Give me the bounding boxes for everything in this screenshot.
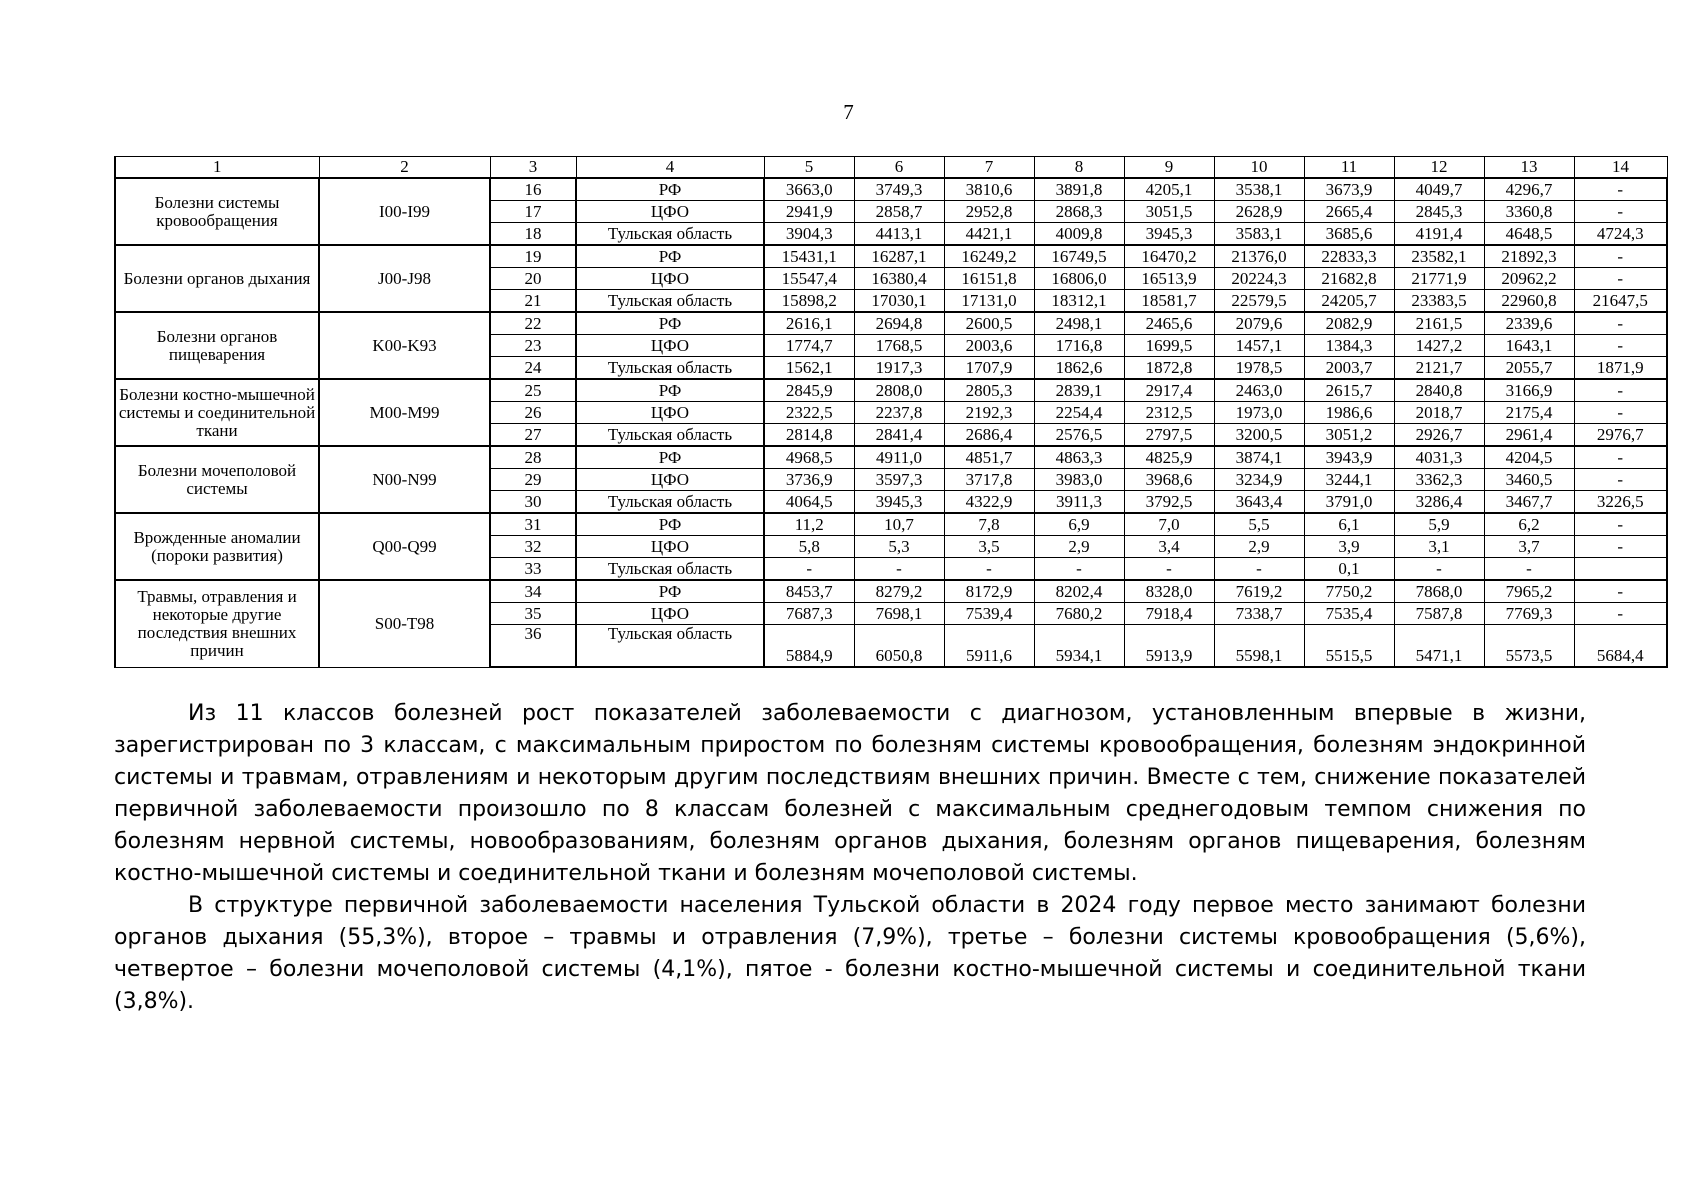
value-cell: 2003,7 — [1304, 357, 1394, 380]
region-label: ЦФО — [576, 335, 764, 357]
region-label: Тульская область — [576, 223, 764, 246]
value-cell: 3643,4 — [1214, 491, 1304, 514]
value-cell: 2917,4 — [1124, 379, 1214, 402]
value-cell: 5573,5 — [1484, 625, 1574, 668]
value-cell: 3736,9 — [764, 469, 854, 491]
column-header: 10 — [1214, 157, 1304, 179]
region-label: РФ — [576, 178, 764, 201]
value-cell: 2055,7 — [1484, 357, 1574, 380]
value-cell: 24205,7 — [1304, 290, 1394, 313]
value-cell: 2686,4 — [944, 424, 1034, 447]
value-cell: 7769,3 — [1484, 603, 1574, 625]
value-cell: 1973,0 — [1214, 402, 1304, 424]
value-cell: - — [1574, 603, 1667, 625]
value-cell: - — [1574, 268, 1667, 290]
value-cell: 2237,8 — [854, 402, 944, 424]
value-cell: - — [1574, 469, 1667, 491]
value-cell: 2339,6 — [1484, 312, 1574, 335]
column-header: 1 — [115, 157, 319, 179]
value-cell: 3360,8 — [1484, 201, 1574, 223]
column-header: 8 — [1034, 157, 1124, 179]
value-cell: 22960,8 — [1484, 290, 1574, 313]
value-cell: 2840,8 — [1394, 379, 1484, 402]
value-cell: 2665,4 — [1304, 201, 1394, 223]
value-cell: 3673,9 — [1304, 178, 1394, 201]
value-cell: 3663,0 — [764, 178, 854, 201]
value-cell: 0,1 — [1304, 558, 1394, 581]
value-cell: 3467,7 — [1484, 491, 1574, 514]
value-cell: 5,9 — [1394, 513, 1484, 536]
value-cell: 4204,5 — [1484, 446, 1574, 469]
value-cell: 5913,9 — [1124, 625, 1214, 668]
value-cell: 3,9 — [1304, 536, 1394, 558]
value-cell: 3874,1 — [1214, 446, 1304, 469]
table-row — [115, 580, 1667, 603]
icd-code: N00-N99 — [319, 446, 490, 513]
row-number: 18 — [490, 223, 576, 246]
value-cell: 4009,8 — [1034, 223, 1124, 246]
value-cell: 2312,5 — [1124, 402, 1214, 424]
value-cell: 2175,4 — [1484, 402, 1574, 424]
value-cell: 2839,1 — [1034, 379, 1124, 402]
table-row — [115, 178, 1667, 201]
value-cell: 1384,3 — [1304, 335, 1394, 357]
value-cell: 3460,5 — [1484, 469, 1574, 491]
column-header: 11 — [1304, 157, 1394, 179]
value-cell: 6,2 — [1484, 513, 1574, 536]
row-number: 16 — [490, 178, 576, 201]
row-number: 28 — [490, 446, 576, 469]
value-cell: 3945,3 — [854, 491, 944, 514]
value-cell: 2797,5 — [1124, 424, 1214, 447]
value-cell: 4421,1 — [944, 223, 1034, 246]
value-cell: 18312,1 — [1034, 290, 1124, 313]
value-cell: 2845,3 — [1394, 201, 1484, 223]
value-cell: 10,7 — [854, 513, 944, 536]
value-cell: 2868,3 — [1034, 201, 1124, 223]
row-number: 25 — [490, 379, 576, 402]
value-cell: 8453,7 — [764, 580, 854, 603]
value-cell: 2616,1 — [764, 312, 854, 335]
value-cell: 2121,7 — [1394, 357, 1484, 380]
value-cell: 5884,9 — [764, 625, 854, 668]
value-cell: 3983,0 — [1034, 469, 1124, 491]
value-cell: 4863,3 — [1034, 446, 1124, 469]
value-cell: 7587,8 — [1394, 603, 1484, 625]
value-cell: - — [1574, 513, 1667, 536]
paragraph: Из 11 классов болезней рост показателей заболеваемости с диагнозом, установленным впервые в жизни, зарегистрирован по 3 классам, с максимальным приростом по болезням системы кровообращения, болезням эндокринной системы и травмам, отравлениям и некоторым другим последствиям внешних причин. Вместе с тем, снижение показателей первичной заболеваемости произошло по 8 классам болезней с максимальным среднегодовым темпом снижения по болезням нервной системы, новообразованиям, болезням органов дыхания, болезням органов пищеварения, болезням костно-мышечной системы и соединительной ткани и болезням мочеполовой системы. — [114, 701, 1586, 886]
value-cell: 4064,5 — [764, 491, 854, 514]
region-label: ЦФО — [576, 402, 764, 424]
row-number: 36 — [490, 625, 576, 668]
region-label: РФ — [576, 513, 764, 536]
value-cell: - — [1574, 201, 1667, 223]
disease-class-name: Врожденные аномалии (пороки развития) — [115, 513, 319, 580]
value-cell: 5471,1 — [1394, 625, 1484, 668]
value-cell: - — [1574, 245, 1667, 268]
value-cell: 2018,7 — [1394, 402, 1484, 424]
value-cell: 2192,3 — [944, 402, 1034, 424]
row-number: 30 — [490, 491, 576, 514]
value-cell: 2961,4 — [1484, 424, 1574, 447]
row-number: 33 — [490, 558, 576, 581]
region-label: Тульская область — [576, 357, 764, 380]
value-cell: 4648,5 — [1484, 223, 1574, 246]
value-cell: 7868,0 — [1394, 580, 1484, 603]
value-cell: 2079,6 — [1214, 312, 1304, 335]
value-cell: 2576,5 — [1034, 424, 1124, 447]
disease-class-name: Травмы, отравления и некоторые другие последствия внешних причин — [115, 580, 319, 667]
disease-class-name: Болезни мочеполовой системы — [115, 446, 319, 513]
value-cell: - — [1124, 558, 1214, 581]
value-cell: 4191,4 — [1394, 223, 1484, 246]
value-cell: 6,1 — [1304, 513, 1394, 536]
value-cell: 1774,7 — [764, 335, 854, 357]
value-cell: 3717,8 — [944, 469, 1034, 491]
value-cell: - — [1574, 379, 1667, 402]
value-cell: - — [1574, 402, 1667, 424]
disease-class-name: Болезни костно-мышечной системы и соединительной ткани — [115, 379, 319, 446]
value-cell: 3597,3 — [854, 469, 944, 491]
value-cell: 5598,1 — [1214, 625, 1304, 668]
value-cell: 4413,1 — [854, 223, 944, 246]
value-cell: 16470,2 — [1124, 245, 1214, 268]
value-cell: 5934,1 — [1034, 625, 1124, 668]
value-cell: 18581,7 — [1124, 290, 1214, 313]
row-number: 32 — [490, 536, 576, 558]
value-cell: - — [1034, 558, 1124, 581]
value-cell: 7687,3 — [764, 603, 854, 625]
value-cell: 8172,9 — [944, 580, 1034, 603]
value-cell: 6,9 — [1034, 513, 1124, 536]
region-label: РФ — [576, 446, 764, 469]
table-header-row — [115, 157, 1667, 179]
value-cell: 4031,3 — [1394, 446, 1484, 469]
value-cell: 3538,1 — [1214, 178, 1304, 201]
icd-code: I00-I99 — [319, 178, 490, 245]
value-cell: 3226,5 — [1574, 491, 1667, 514]
value-cell: 23582,1 — [1394, 245, 1484, 268]
value-cell: 3749,3 — [854, 178, 944, 201]
value-cell: 1707,9 — [944, 357, 1034, 380]
value-cell: 2976,7 — [1574, 424, 1667, 447]
value-cell: - — [1574, 312, 1667, 335]
morbidity-table — [114, 156, 1668, 668]
region-label: ЦФО — [576, 603, 764, 625]
table-row — [115, 513, 1667, 536]
value-cell: 15898,2 — [764, 290, 854, 313]
value-cell: 16513,9 — [1124, 268, 1214, 290]
row-number: 35 — [490, 603, 576, 625]
region-label: ЦФО — [576, 469, 764, 491]
value-cell: 3904,3 — [764, 223, 854, 246]
value-cell: 3051,2 — [1304, 424, 1394, 447]
value-cell: 4205,1 — [1124, 178, 1214, 201]
value-cell: 5911,6 — [944, 625, 1034, 668]
column-header: 13 — [1484, 157, 1574, 179]
value-cell: - — [1394, 558, 1484, 581]
value-cell: 7535,4 — [1304, 603, 1394, 625]
value-cell: 1562,1 — [764, 357, 854, 380]
value-cell: 2805,3 — [944, 379, 1034, 402]
value-cell: 8279,2 — [854, 580, 944, 603]
value-cell: - — [1574, 335, 1667, 357]
icd-code: J00-J98 — [319, 245, 490, 312]
value-cell: 7918,4 — [1124, 603, 1214, 625]
value-cell: 16806,0 — [1034, 268, 1124, 290]
value-cell: 7539,4 — [944, 603, 1034, 625]
value-cell: 2845,9 — [764, 379, 854, 402]
value-cell: 4851,7 — [944, 446, 1034, 469]
value-cell: 22579,5 — [1214, 290, 1304, 313]
value-cell: 3791,0 — [1304, 491, 1394, 514]
value-cell: 4724,3 — [1574, 223, 1667, 246]
value-cell: 1917,3 — [854, 357, 944, 380]
disease-class-name: Болезни органов пищеварения — [115, 312, 319, 379]
region-label: РФ — [576, 580, 764, 603]
value-cell: 4296,7 — [1484, 178, 1574, 201]
value-cell: 3234,9 — [1214, 469, 1304, 491]
value-cell: 3,4 — [1124, 536, 1214, 558]
value-cell: 17131,0 — [944, 290, 1034, 313]
value-cell: 2003,6 — [944, 335, 1034, 357]
row-number: 26 — [490, 402, 576, 424]
icd-code: K00-K93 — [319, 312, 490, 379]
value-cell: 21892,3 — [1484, 245, 1574, 268]
icd-code: M00-M99 — [319, 379, 490, 446]
value-cell: 2941,9 — [764, 201, 854, 223]
region-label: Тульская область — [576, 558, 764, 581]
value-cell: 5,3 — [854, 536, 944, 558]
value-cell: 2858,7 — [854, 201, 944, 223]
disease-class-name: Болезни органов дыхания — [115, 245, 319, 312]
value-cell: 3891,8 — [1034, 178, 1124, 201]
column-header: 6 — [854, 157, 944, 179]
paragraph: В структуре первичной заболеваемости населения Тульской области в 2024 году первое место занимают болезни органов дыхания (55,3%), второе – травмы и отравления (7,9%), третье – болезни системы кровообращения (5,6%), четвертое – болезни мочеполовой системы (4,1%), пятое - болезни костно-мышечной системы и соединительной ткани (3,8%). — [114, 893, 1586, 1014]
value-cell: - — [1214, 558, 1304, 581]
icd-code: Q00-Q99 — [319, 513, 490, 580]
value-cell: 2952,8 — [944, 201, 1034, 223]
value-cell: 3286,4 — [1394, 491, 1484, 514]
value-cell: 6050,8 — [854, 625, 944, 668]
value-cell: 2465,6 — [1124, 312, 1214, 335]
value-cell: 2254,4 — [1034, 402, 1124, 424]
region-label: РФ — [576, 379, 764, 402]
value-cell: 4968,5 — [764, 446, 854, 469]
value-cell: 15431,1 — [764, 245, 854, 268]
value-cell: - — [1574, 178, 1667, 201]
value-cell: 2463,0 — [1214, 379, 1304, 402]
column-header: 9 — [1124, 157, 1214, 179]
column-header: 4 — [576, 157, 764, 179]
value-cell: - — [854, 558, 944, 581]
value-cell: 7,0 — [1124, 513, 1214, 536]
value-cell: 4825,9 — [1124, 446, 1214, 469]
value-cell: 2322,5 — [764, 402, 854, 424]
value-cell: 3945,3 — [1124, 223, 1214, 246]
value-cell: 3685,6 — [1304, 223, 1394, 246]
row-number: 24 — [490, 357, 576, 380]
region-label: ЦФО — [576, 268, 764, 290]
value-cell: 3166,9 — [1484, 379, 1574, 402]
value-cell: 3943,9 — [1304, 446, 1394, 469]
row-number: 31 — [490, 513, 576, 536]
value-cell: 2694,8 — [854, 312, 944, 335]
value-cell: 5,5 — [1214, 513, 1304, 536]
row-number: 29 — [490, 469, 576, 491]
region-label: РФ — [576, 245, 764, 268]
value-cell: 1871,9 — [1574, 357, 1667, 380]
value-cell: 3968,6 — [1124, 469, 1214, 491]
value-cell: 7965,2 — [1484, 580, 1574, 603]
value-cell: 1716,8 — [1034, 335, 1124, 357]
value-cell: 23383,5 — [1394, 290, 1484, 313]
value-cell: - — [1574, 446, 1667, 469]
value-cell: 7750,2 — [1304, 580, 1394, 603]
region-label: РФ — [576, 312, 764, 335]
value-cell: - — [1574, 580, 1667, 603]
value-cell: 3,7 — [1484, 536, 1574, 558]
value-cell: 16749,5 — [1034, 245, 1124, 268]
value-cell: 3810,6 — [944, 178, 1034, 201]
column-header: 3 — [490, 157, 576, 179]
value-cell: 5515,5 — [1304, 625, 1394, 668]
value-cell: 7338,7 — [1214, 603, 1304, 625]
region-label: Тульская область — [576, 625, 764, 668]
value-cell: 1643,1 — [1484, 335, 1574, 357]
region-label: Тульская область — [576, 491, 764, 514]
value-cell: 2082,9 — [1304, 312, 1394, 335]
row-number: 23 — [490, 335, 576, 357]
value-cell: 7698,1 — [854, 603, 944, 625]
value-cell: 3583,1 — [1214, 223, 1304, 246]
value-cell: 7619,2 — [1214, 580, 1304, 603]
value-cell: 3244,1 — [1304, 469, 1394, 491]
value-cell: 2,9 — [1034, 536, 1124, 558]
row-number: 20 — [490, 268, 576, 290]
region-label: ЦФО — [576, 536, 764, 558]
value-cell: 15547,4 — [764, 268, 854, 290]
region-label: Тульская область — [576, 424, 764, 447]
value-cell: 16380,4 — [854, 268, 944, 290]
value-cell: 1978,5 — [1214, 357, 1304, 380]
row-number: 17 — [490, 201, 576, 223]
value-cell: 7,8 — [944, 513, 1034, 536]
region-label: ЦФО — [576, 201, 764, 223]
row-number: 21 — [490, 290, 576, 313]
value-cell: 2628,9 — [1214, 201, 1304, 223]
value-cell: 16151,8 — [944, 268, 1034, 290]
value-cell: 3200,5 — [1214, 424, 1304, 447]
value-cell: 16249,2 — [944, 245, 1034, 268]
column-header: 14 — [1574, 157, 1667, 179]
row-number: 34 — [490, 580, 576, 603]
value-cell: 2814,8 — [764, 424, 854, 447]
icd-code: S00-T98 — [319, 580, 490, 667]
table-body — [115, 157, 1667, 668]
value-cell: 1862,6 — [1034, 357, 1124, 380]
value-cell: 2600,5 — [944, 312, 1034, 335]
value-cell: 3911,3 — [1034, 491, 1124, 514]
value-cell: 1427,2 — [1394, 335, 1484, 357]
value-cell: 3,1 — [1394, 536, 1484, 558]
value-cell: 2841,4 — [854, 424, 944, 447]
value-cell: 20224,3 — [1214, 268, 1304, 290]
value-cell: 1872,8 — [1124, 357, 1214, 380]
value-cell: 2808,0 — [854, 379, 944, 402]
value-cell: 5,8 — [764, 536, 854, 558]
value-cell: 21376,0 — [1214, 245, 1304, 268]
column-header: 7 — [944, 157, 1034, 179]
value-cell: 8202,4 — [1034, 580, 1124, 603]
value-cell: 4049,7 — [1394, 178, 1484, 201]
value-cell: - — [944, 558, 1034, 581]
value-cell: - — [1484, 558, 1574, 581]
table-row — [115, 245, 1667, 268]
value-cell: 7680,2 — [1034, 603, 1124, 625]
row-number: 27 — [490, 424, 576, 447]
value-cell: 21682,8 — [1304, 268, 1394, 290]
value-cell: 21771,9 — [1394, 268, 1484, 290]
value-cell: 4322,9 — [944, 491, 1034, 514]
column-header: 5 — [764, 157, 854, 179]
disease-class-name: Болезни системы кровообращения — [115, 178, 319, 245]
column-header: 12 — [1394, 157, 1484, 179]
row-number: 22 — [490, 312, 576, 335]
value-cell: 17030,1 — [854, 290, 944, 313]
value-cell: 21647,5 — [1574, 290, 1667, 313]
value-cell: 3051,5 — [1124, 201, 1214, 223]
table-row — [115, 379, 1667, 402]
value-cell: 3792,5 — [1124, 491, 1214, 514]
table-row — [115, 312, 1667, 335]
value-cell: 11,2 — [764, 513, 854, 536]
value-cell: 1699,5 — [1124, 335, 1214, 357]
value-cell: 22833,3 — [1304, 245, 1394, 268]
value-cell: 2498,1 — [1034, 312, 1124, 335]
page-number: 7 — [843, 100, 854, 124]
table-row — [115, 446, 1667, 469]
column-header: 2 — [319, 157, 490, 179]
value-cell: 1986,6 — [1304, 402, 1394, 424]
region-label: Тульская область — [576, 290, 764, 313]
row-number: 19 — [490, 245, 576, 268]
value-cell: - — [764, 558, 854, 581]
value-cell: 3,5 — [944, 536, 1034, 558]
value-cell: - — [1574, 536, 1667, 558]
body-text — [114, 698, 1586, 1018]
value-cell: 1768,5 — [854, 335, 944, 357]
value-cell: 1457,1 — [1214, 335, 1304, 357]
value-cell: 5684,4 — [1574, 625, 1667, 668]
value-cell — [1574, 558, 1667, 581]
value-cell: 2615,7 — [1304, 379, 1394, 402]
value-cell: 16287,1 — [854, 245, 944, 268]
value-cell: 2161,5 — [1394, 312, 1484, 335]
value-cell: 4911,0 — [854, 446, 944, 469]
value-cell: 20962,2 — [1484, 268, 1574, 290]
value-cell: 2,9 — [1214, 536, 1304, 558]
value-cell: 8328,0 — [1124, 580, 1214, 603]
value-cell: 2926,7 — [1394, 424, 1484, 447]
value-cell: 3362,3 — [1394, 469, 1484, 491]
